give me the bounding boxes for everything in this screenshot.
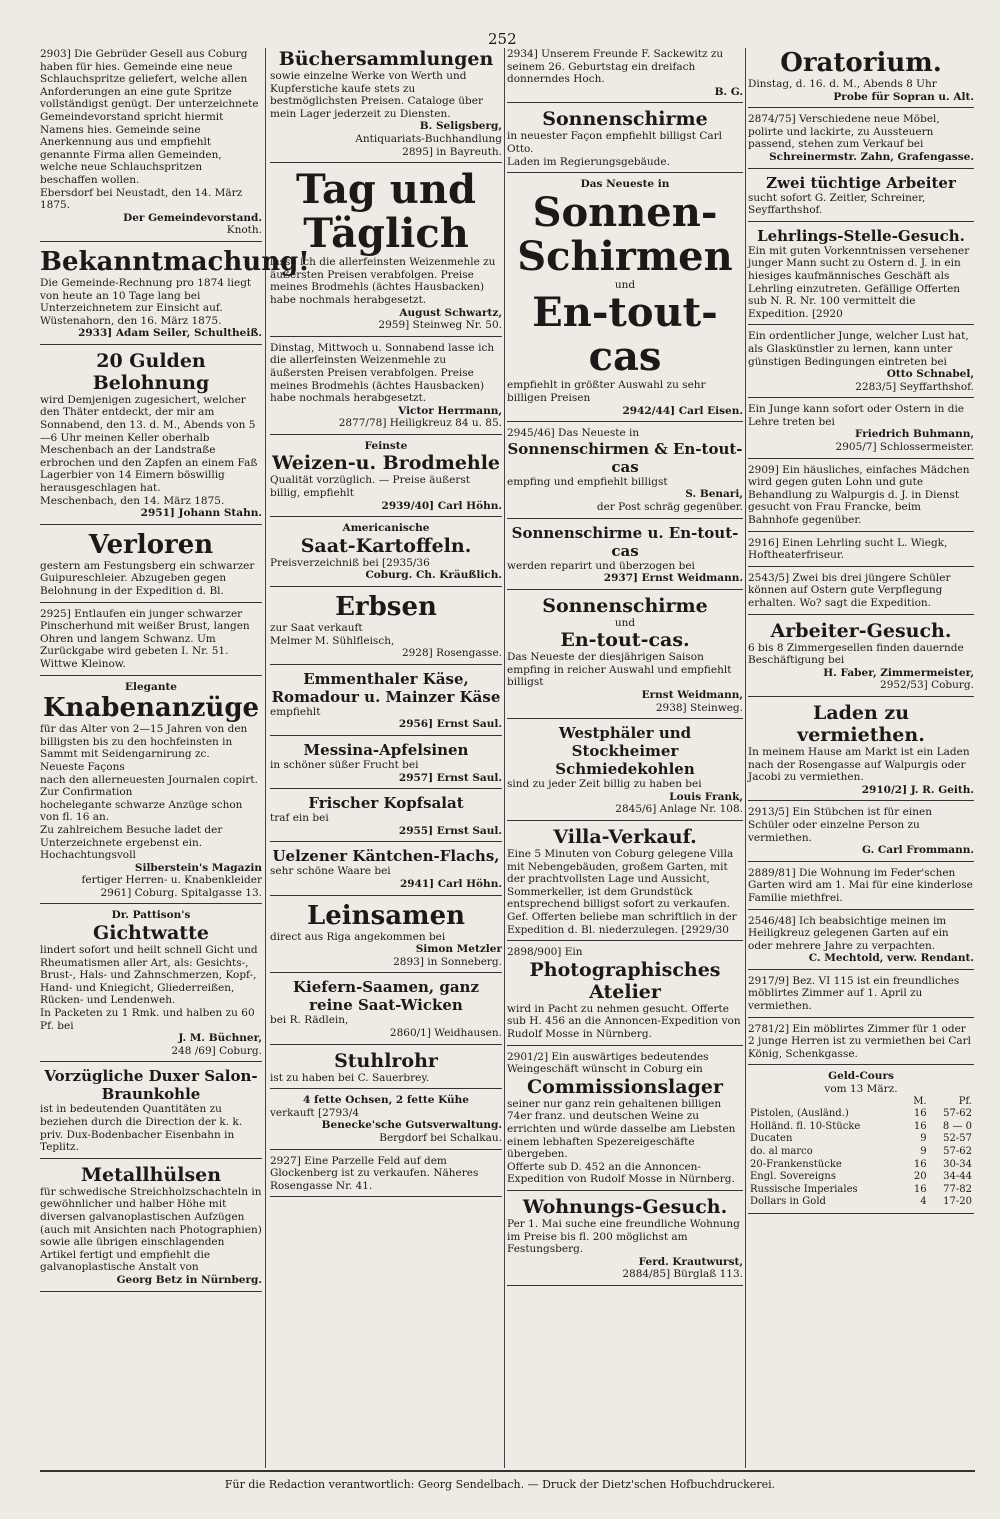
ad-connector: und bbox=[614, 278, 636, 291]
advertisement bbox=[270, 440, 502, 517]
ad-headline: Saat-Kartoffeln. bbox=[300, 534, 472, 557]
ad-signature: 2957] Ernst Saul. bbox=[398, 771, 502, 784]
advertisement bbox=[40, 530, 262, 603]
mark-value: 9 bbox=[920, 1146, 927, 1157]
column-rule bbox=[504, 48, 505, 1468]
ad-text: Ein ordentlicher Junge, welcher Lust hat, als Glaskünstler zu lernen, kann unter günstigen Bedingungen eintreten bei bbox=[748, 330, 969, 368]
ad-address: der Post schräg gegenüber. bbox=[596, 500, 743, 513]
ad-headline: Weizen-u. Brodmehle bbox=[271, 452, 501, 475]
advertisement bbox=[748, 330, 974, 398]
ad-text: Laden im Regierungsgebäude. bbox=[507, 155, 670, 168]
ad-text: sowie einzelne Werke von Werth und Kupferstiche kaufe stets zu bestmöglichsten Preisen. Cataloge über mein Lager jederzeit zu Diensten. bbox=[270, 70, 483, 120]
advertisement bbox=[748, 702, 974, 801]
ad-text: Hochachtungsvoll bbox=[40, 849, 136, 862]
ad-text: Neueste Façons bbox=[40, 760, 125, 773]
ad-text: seiner nur ganz rein gehaltenen billigen 74er franz. und deutschen Weine zu errichten und würde dasselbe am Liebsten einem lebhaften Spezereigeschäfte übergeben. bbox=[507, 1097, 736, 1161]
ad-address: 248 /69] Coburg. bbox=[171, 1044, 262, 1057]
exchange-title: Geld-Cours bbox=[828, 1070, 894, 1083]
advertisement bbox=[507, 48, 743, 103]
pfennig-value: 57-62 bbox=[943, 1146, 972, 1157]
ad-text: 2925] Entlaufen ein junger schwarzer Pinscherhund mit weißer Brust, langen Ohren und langem Schwanz. Um Zurückgabe wird gebeten I. Nr. 51. Wittwe Kleinow. bbox=[40, 607, 250, 670]
advertisement bbox=[270, 168, 502, 337]
currency-name: do. al marco bbox=[750, 1146, 813, 1157]
ad-text: Meschenbach, den 14. März 1875. bbox=[40, 494, 225, 507]
ad-text: lindert sofort und heilt schnell Gicht und Rheumatismen aller Art, als: Gesichts-, Brust-, Hals- und Zahnschmerzen, Kopf-, Hand- und Kniegicht, Gliederreißen, Rücken- und Lendenweh. bbox=[40, 944, 258, 1007]
ad-text: bei R. Rädlein, bbox=[270, 1014, 349, 1027]
mark-value: 9 bbox=[920, 1133, 927, 1145]
ad-text: wird Demjenigen zugesichert, welcher den Thäter entdeckt, der mir am Sonnabend, den 13. d. M., Abends von 5—6 Uhr meinen Keller oberhalb Meschenbach an der Landstraße erbrochen und den Zapfen an einem Faß Lagerbier von 14 Eimern böswillig herausgeschlagen hat. bbox=[40, 393, 258, 495]
ad-headline: Photographisches Atelier bbox=[529, 958, 721, 1003]
ad-signature: Louis Frank, bbox=[669, 790, 743, 803]
ad-headline: Westphäler und Stockheimer Schmiedekohlen bbox=[555, 724, 695, 779]
ad-headline: Gichtwatte bbox=[93, 922, 209, 945]
ad-headline: Zwei tüchtige Arbeiter bbox=[766, 173, 956, 192]
advertisement bbox=[270, 48, 502, 163]
advertisement bbox=[748, 464, 974, 532]
ad-signature: 2951] Johann Stahn. bbox=[140, 507, 262, 520]
table-row bbox=[748, 1184, 974, 1197]
ad-text: in schöner süßer Frucht bei bbox=[270, 759, 419, 771]
ad-address: Bergdorf bei Schalkau. bbox=[379, 1131, 502, 1144]
ad-headline: Vorzügliche Duxer Salon-Braunkohle bbox=[44, 1067, 258, 1104]
ad-address: 2884/85] Bürglaß 113. bbox=[622, 1268, 743, 1281]
ad-signature: 2937] Ernst Weidmann. bbox=[603, 572, 743, 585]
advertisement bbox=[40, 608, 262, 676]
ad-text: 2781/2] Ein möblirtes Zimmer für 1 oder 2 junge Herren ist zu vermiethen bei Carl König, Schenkgasse. bbox=[748, 1022, 972, 1060]
ad-text: 2901/2] Ein auswärtiges bedeutendes Weingeschäft wünscht in Coburg ein bbox=[507, 1050, 709, 1076]
ad-headline: Tag und Täglich bbox=[296, 166, 476, 258]
ad-text: traf ein bei bbox=[270, 812, 329, 825]
ad-signature: Friedrich Buhmann, bbox=[855, 428, 974, 441]
ad-signature: Victor Herrmann, bbox=[398, 404, 502, 417]
pfennig-value: 17-20 bbox=[943, 1196, 972, 1208]
advertisement bbox=[40, 48, 262, 242]
advertisement bbox=[748, 572, 974, 615]
ad-text: Zu zahlreichem Besuche ladet der Unterzeichnete ergebenst ein. bbox=[40, 823, 223, 849]
pfennig-value: 34-44 bbox=[943, 1171, 972, 1183]
advertisement bbox=[748, 620, 974, 697]
ad-signature: Otto Schnabel, bbox=[886, 368, 974, 381]
mark-value: 16 bbox=[913, 1183, 927, 1195]
ad-text: Offerte sub D. 452 an die Annoncen-Expedition von Rudolf Mosse in Nürnberg. bbox=[507, 1160, 735, 1186]
advertisement bbox=[748, 403, 974, 458]
ad-text: 2889/81] Die Wohnung im Feder'schen Garten wird am 1. Mai für eine kinderlose Familie miethfrei. bbox=[748, 866, 973, 904]
ad-headline: Bekanntmachung! bbox=[40, 246, 310, 277]
advertisement bbox=[270, 1155, 502, 1198]
ad-headline: Sonnen-Schirmen bbox=[517, 188, 733, 280]
ad-address: 2905/7] Schlossermeister. bbox=[835, 441, 974, 454]
ad-headline: Frischer Kopfsalat bbox=[308, 794, 464, 813]
ad-address: 2893] in Sonneberg. bbox=[393, 955, 502, 968]
table-row bbox=[748, 1133, 974, 1146]
table-header-row bbox=[748, 1096, 974, 1109]
ad-signature-line: Knoth. bbox=[226, 224, 262, 237]
advertisement bbox=[748, 174, 974, 222]
ad-text: lasse ich die allerfeinsten Weizenmehle zu äußersten Preisen verabfolgen. Preise meines Brodmehls (ächtes Hausbacken) habe nochmals herabgesetzt. bbox=[270, 256, 496, 306]
ad-signature: 2933] Adam Seiler, Schultheiß. bbox=[78, 327, 262, 340]
advertisement bbox=[507, 724, 743, 821]
table-row bbox=[748, 1121, 974, 1134]
ad-text: Preisverzeichniß bei [2935/36 bbox=[270, 556, 430, 569]
ad-address: 2959] Steinweg Nr. 50. bbox=[378, 319, 502, 332]
footer-rule bbox=[40, 1470, 975, 1472]
ad-headline: Messina-Apfelsinen bbox=[303, 741, 469, 759]
advertisement bbox=[270, 522, 502, 587]
advertisement bbox=[507, 108, 743, 173]
ad-signature-line: Antiquariats-Buchhandlung bbox=[355, 132, 502, 145]
ad-text: 2546/48] Ich beabsichtige meinen im Heiligkreuz gelegenen Garten auf ein oder mehrere Jahre zu verpachten. bbox=[748, 914, 949, 952]
ad-text: ist zu haben bei C. Sauerbrey. bbox=[270, 1071, 430, 1084]
table-header-cell bbox=[748, 1096, 905, 1109]
advertisement bbox=[507, 595, 743, 720]
column-4 bbox=[748, 48, 974, 1219]
ad-text: Wüstenahorn, den 16. März 1875. bbox=[40, 314, 222, 327]
advertisement bbox=[507, 427, 743, 518]
ad-text: in neuester Façon empfiehlt billigst Carl Otto. bbox=[507, 130, 723, 155]
currency-name: Engl. Sovereigns bbox=[750, 1171, 837, 1183]
mark-value: 16 bbox=[913, 1108, 927, 1120]
ad-address: 2283/5] Seyffarthshof. bbox=[855, 380, 974, 393]
ad-text: 2543/5] Zwei bis drei jüngere Schüler können auf Ostern gute Verpflegung erhalten. Wo? sagt die Expedition. bbox=[748, 571, 951, 609]
ad-text: Qualität vorzüglich. — Preise äußerst billig, empfiehlt bbox=[270, 474, 471, 500]
advertisement bbox=[748, 537, 974, 567]
ad-text: 2898/900] Ein bbox=[507, 946, 583, 959]
ad-headline: Sonnenschirme bbox=[542, 594, 708, 617]
advertisement bbox=[270, 342, 502, 435]
ad-headline: Knabenanzüge bbox=[42, 693, 260, 724]
ad-kicker: 4 fette Ochsen, 2 fette Kühe bbox=[303, 1094, 469, 1107]
ad-signature: Ernst Weidmann, bbox=[641, 689, 743, 702]
ad-headline: En-tout-cas bbox=[532, 289, 718, 381]
ad-headline: Leinsamen bbox=[306, 900, 466, 931]
ad-address: 2938] Steinweg. bbox=[655, 701, 743, 714]
advertisement bbox=[748, 113, 974, 168]
ad-signature: Georg Betz in Nürnberg. bbox=[116, 1273, 262, 1286]
ad-headline: Lehrlings-Stelle-Gesuch. bbox=[757, 226, 965, 245]
table-header-cell: M. bbox=[913, 1095, 927, 1107]
ad-headline: Büchersammlungen bbox=[278, 48, 494, 70]
ad-text: sind zu jeder Zeit billig zu haben bei bbox=[507, 778, 702, 791]
ad-headline: Commissionslager bbox=[527, 1075, 723, 1098]
ad-signature-line: fertiger Herren- u. Knabenkleider bbox=[81, 874, 262, 887]
advertisement bbox=[270, 741, 502, 789]
ad-headline: Emmenthaler Käse, Romadour u. Mainzer Käse bbox=[271, 669, 501, 706]
ad-text: Dinstag, d. 16. d. M., Abends 8 Uhr bbox=[748, 78, 937, 90]
ad-signature: G. Carl Frommann. bbox=[862, 844, 974, 857]
ad-signature: Coburg. Ch. Kräußlich. bbox=[365, 569, 502, 582]
ad-text: gestern am Festungsberg ein schwarzer Guipureschleier. Abzugeben gegen Belohnung in der Expedition d. Bl. bbox=[40, 559, 255, 597]
advertisement bbox=[507, 1196, 743, 1286]
page-footer: Für die Redaction verantwortlich: Georg Sendelbach. — Druck der Dietz'schen Hofbuchdruckerei. bbox=[224, 1478, 776, 1491]
advertisement bbox=[507, 826, 743, 941]
ad-signature: 2941] Carl Höhn. bbox=[399, 877, 502, 890]
advertisement bbox=[270, 1094, 502, 1149]
ad-text: Dinstag, Mittwoch u. Sonnabend lasse ich die allerfeinsten Weizenmehle zu äußersten Preisen verabfolgen. Preise meines Brodmehls (ächtes Hausbacken) habe nochmals herabgesetzt. bbox=[270, 341, 495, 405]
ad-headline: Wohnungs-Gesuch. bbox=[522, 1195, 728, 1218]
table-row bbox=[748, 1171, 974, 1184]
ad-text: 2934] Unserem Freunde F. Sackewitz zu seinem 26. Geburtstag ein dreifach donnerndes Hoch. bbox=[507, 48, 724, 86]
advertisement bbox=[748, 975, 974, 1018]
exchange-date: vom 13 März. bbox=[824, 1083, 898, 1096]
mark-value: 16 bbox=[913, 1158, 927, 1170]
advertisement bbox=[270, 794, 502, 842]
advertisement bbox=[40, 350, 262, 525]
ad-kicker: Elegante bbox=[125, 680, 177, 693]
ad-signature: Schreinermstr. Zahn, Grafengasse. bbox=[769, 150, 974, 163]
currency-name: Ducaten bbox=[750, 1133, 793, 1145]
currency-name: Russische Imperiales bbox=[750, 1183, 858, 1195]
advertisement bbox=[748, 806, 974, 861]
ad-text: für schwedische Streichholzschachteln in gewöhnlicher und halber Höhe mit diversen galvanoplastischen Aufzügen (auch mit Ansichten nach Photographien) sowie alle übrigen einschlagenden Artikel fertigt und empfiehlt die galvanoplastische Anstalt von bbox=[40, 1185, 262, 1274]
ad-headline: En-tout-cas. bbox=[560, 629, 690, 652]
ad-headline: Kiefern-Saamen, ganz reine Saat-Wicken bbox=[293, 978, 479, 1015]
ad-text: 6 bis 8 Zimmergesellen finden dauernde Beschäftigung bei bbox=[748, 641, 964, 667]
ad-kicker: Das Neueste in bbox=[580, 178, 670, 191]
ad-headline: Sonnenschirmen & En-tout-cas bbox=[507, 439, 743, 476]
advertisement bbox=[40, 246, 310, 345]
ad-headline: Arbeiter-Gesuch. bbox=[770, 619, 952, 642]
pfennig-value: 8 — 0 bbox=[942, 1120, 972, 1132]
ad-signature: August Schwartz, bbox=[399, 306, 502, 319]
advertisement bbox=[270, 1050, 502, 1090]
mark-value: 16 bbox=[913, 1120, 927, 1132]
ad-kicker: Americanische bbox=[342, 522, 430, 535]
ad-signature: 2910/2] J. R. Geith. bbox=[861, 783, 974, 796]
ad-kicker: Feinste bbox=[364, 439, 408, 452]
ad-text: sehr schöne Waare bei bbox=[270, 865, 391, 878]
ad-signature: B. G. bbox=[714, 85, 743, 98]
ad-address: 2895] in Bayreuth. bbox=[402, 145, 502, 158]
ad-headline: Metallhülsen bbox=[80, 1163, 222, 1186]
advertisement bbox=[270, 847, 502, 895]
advertisement bbox=[40, 681, 262, 905]
ad-text: 2917/9] Bez. VI 115 ist ein freundliches möblirtes Zimmer auf 1. April zu vermiethen. bbox=[748, 974, 960, 1013]
ad-text: Das Neueste der diesjährigen Saison empfing in reicher Auswahl und empfiehlt billigst bbox=[507, 651, 732, 689]
ad-text: In meinem Hause am Markt ist ein Laden nach der Rosengasse auf Walpurgis oder Jacobi zu vermiethen. bbox=[748, 745, 970, 784]
advertisement bbox=[748, 227, 974, 326]
ad-headline: Laden zu vermiethen. bbox=[797, 701, 925, 746]
advertisement bbox=[748, 867, 974, 910]
ad-signature: 2955] Ernst Saul. bbox=[398, 824, 502, 837]
ad-headline: Erbsen bbox=[335, 592, 437, 623]
ad-signature: 2956] Ernst Saul. bbox=[398, 718, 502, 731]
ad-signature: S. Benari, bbox=[685, 488, 743, 501]
ad-kicker: Dr. Pattison's bbox=[111, 909, 191, 922]
ad-address: 2961] Coburg. Spitalgasse 13. bbox=[100, 886, 262, 899]
ad-headline: Oratorium. bbox=[780, 48, 942, 78]
currency-name: Dollars in Gold bbox=[750, 1196, 826, 1208]
column-2 bbox=[270, 48, 502, 1202]
ad-address: 2928] Rosengasse. bbox=[401, 647, 502, 660]
ad-signature: Silberstein's Magazin bbox=[134, 861, 262, 874]
ad-signature: C. Mechtold, verw. Rendant. bbox=[808, 952, 974, 965]
currency-name: Pistolen, (Ausländ.) bbox=[750, 1108, 849, 1120]
ad-address: 2860/1] Weidhausen. bbox=[389, 1026, 502, 1039]
ad-text: zur Saat verkauft bbox=[270, 622, 363, 635]
ad-text: empfing und empfiehlt billigst bbox=[507, 475, 668, 488]
ad-address: 2952/53] Coburg. bbox=[880, 679, 974, 692]
ad-text: 2909] Ein häusliches, einfaches Mädchen wird gegen guten Lohn und gute Behandlung zu Walpurgis d. J. in Dienst gesucht von Frau Francke, beim Bahnhofe gegenüber. bbox=[748, 463, 970, 527]
table-row bbox=[748, 1159, 974, 1172]
ad-headline: Stuhlrohr bbox=[334, 1049, 438, 1072]
advertisement bbox=[270, 901, 502, 974]
ad-signature: Der Gemeindevorstand. bbox=[123, 211, 262, 224]
mark-value: 4 bbox=[920, 1196, 927, 1208]
ad-text: ist in bedeutenden Quantitäten zu beziehen durch die Direction der k. k. priv. Dux-Bodenbacher Eisenbahn in Teplitz. bbox=[40, 1103, 243, 1154]
ad-text: 2927] Eine Parzelle Feld auf dem Glockenberg ist zu verkaufen. Näheres Rosengasse Nr. 41. bbox=[270, 1154, 479, 1192]
ad-text: 2903] Die Gebrüder Gesell aus Coburg haben für hies. Gemeinde eine neue Schlauchspritze geliefert, welche allen Anforderungen an eine gute Spritze vollständigst genügt. Der unterzeichnete Gemeindevorstand spricht hiermit Namens hies. Gemeinde seine Anerkennung aus und empfiehlt genannte Firma allen Gemeinden, welche neue Schlauchspritzen beschaffen wollen. bbox=[40, 48, 259, 186]
ad-signature: J. M. Büchner, bbox=[178, 1032, 262, 1045]
ad-address: 2877/78] Heiligkreuz 84 u. 85. bbox=[338, 417, 502, 430]
column-rule bbox=[745, 48, 746, 1468]
advertisement bbox=[507, 1051, 743, 1191]
ad-text: 2916] Einen Lehrling sucht L. Wiegk, Hoftheaterfriseur. bbox=[748, 536, 948, 562]
ad-text: direct aus Riga angekommen bei bbox=[270, 930, 446, 943]
advertisement bbox=[270, 592, 502, 665]
ad-headline: Sonnenschirme bbox=[542, 108, 708, 131]
ad-signature: 2942/44] Carl Eisen. bbox=[622, 404, 743, 417]
ad-text: empfiehlt in größter Auswahl zu sehr billigen Preisen bbox=[507, 379, 706, 404]
ad-text: wird in Pacht zu nehmen gesucht. Offerte sub H. 456 an die Annoncen-Expedition von Rudolf Mosse in Nürnberg. bbox=[507, 1002, 741, 1040]
currency-name: 20-Frankenstücke bbox=[750, 1158, 842, 1170]
ad-connector: und bbox=[614, 616, 636, 629]
ad-text: Ein mit guten Vorkenntnissen versehener junger Mann sucht zu Ostern d. J. in ein hiesiges kaufmännisches Geschäft als Lehrling einzutreten. Gefällige Offerten sub N. R. Nr. 100 vermittelt die Expedition. [2920 bbox=[748, 244, 970, 320]
table-row bbox=[748, 1108, 974, 1121]
table-row bbox=[748, 1196, 974, 1209]
ad-text: 2874/75] Verschiedene neue Möbel, polirte und lackirte, zu Aussteuern passend, stehen zum Verkauf bei bbox=[748, 113, 940, 151]
ad-text: nach den allerneuesten Journalen copirt. bbox=[40, 773, 258, 786]
advertisement bbox=[40, 909, 262, 1062]
ad-signature: 2939/40] Carl Höhn. bbox=[381, 499, 502, 512]
ad-text: Eine 5 Minuten von Coburg gelegene Villa mit Nebengebäuden, großem Garten, mit der prachtvollsten Lage und Aussicht, Sommerkeller, ist dem Grundstück entsprechend billigst sofort zu verkaufen. Gef. Offerten beliebe man schriftlich in der Expedition d. Bl. niederzulegen. [2929/30 bbox=[507, 848, 737, 936]
advertisement bbox=[748, 915, 974, 970]
ad-text: hochelegante schwarze Anzüge schon von fl. 16 an. bbox=[40, 798, 243, 824]
ad-address: 2845/6] Anlage Nr. 108. bbox=[615, 803, 743, 816]
ad-text: sucht sofort G. Zeitler, Schreiner, Seyffarthshof. bbox=[748, 191, 926, 217]
table-header-cell: Pf. bbox=[958, 1095, 972, 1107]
advertisement bbox=[507, 524, 743, 590]
table-row bbox=[748, 1146, 974, 1159]
ad-signature: Benecke'sche Gutsverwaltung. bbox=[321, 1119, 502, 1132]
ad-signature: B. Seligsberg, bbox=[419, 120, 502, 133]
ad-headline: Sonnenschirme u. En-tout-cas bbox=[511, 523, 739, 560]
pfennig-value: 30-34 bbox=[943, 1158, 972, 1170]
ad-text: empfiehlt bbox=[270, 705, 321, 718]
ad-text: 2945/46] Das Neueste in bbox=[507, 427, 640, 440]
ad-text: Ebersdorf bei Neustadt, den 14. März 1875. bbox=[40, 186, 243, 212]
ad-signature: H. Faber, Zimmermeister, bbox=[823, 666, 974, 679]
mark-value: 20 bbox=[913, 1171, 927, 1183]
page-number: 252 bbox=[488, 30, 517, 48]
ad-text: 2913/5] Ein Stübchen ist für einen Schüler oder einzelne Person zu vermiethen. bbox=[748, 806, 932, 844]
advertisement bbox=[270, 978, 502, 1044]
advertisement bbox=[40, 1067, 262, 1158]
ad-text: für das Alter von 2—15 Jahren von den billigsten bis zu den hochfeinsten in Sammt mit Seidengarnirung zc. bbox=[40, 723, 248, 761]
ad-headline: Uelzener Käntchen-Flachs, bbox=[272, 847, 500, 866]
ad-headline: Verloren bbox=[88, 529, 214, 560]
ad-text: Zur Confirmation bbox=[40, 786, 133, 799]
ad-headline: 20 Gulden Belohnung bbox=[92, 349, 210, 394]
ad-signature: Ferd. Krautwurst, bbox=[638, 1255, 743, 1268]
pfennig-value: 77-82 bbox=[943, 1183, 972, 1195]
currency-name: Holländ. fl. 10-Stücke bbox=[750, 1120, 861, 1132]
ad-text: Ein Junge kann sofort oder Ostern in die Lehre treten bei bbox=[748, 403, 965, 428]
rate-table bbox=[748, 1096, 974, 1209]
advertisement bbox=[507, 946, 743, 1045]
advertisement bbox=[748, 1023, 974, 1066]
ad-text: werden reparirt und überzogen bei bbox=[507, 559, 695, 572]
ad-signature: Simon Metzler bbox=[415, 943, 502, 956]
advertisement bbox=[40, 1164, 262, 1292]
ad-text: In Packeten zu 1 Rmk. und halben zu 60 Pf. bei bbox=[40, 1007, 255, 1032]
exchange-rate-table bbox=[748, 1070, 974, 1214]
advertisement bbox=[270, 670, 502, 736]
ad-text: Melmer M. Sühlfleisch, bbox=[270, 634, 395, 647]
advertisement bbox=[748, 48, 974, 108]
column-3 bbox=[507, 48, 743, 1291]
pfennig-value: 52-57 bbox=[943, 1133, 972, 1145]
ad-headline: Villa-Verkauf. bbox=[553, 826, 697, 849]
advertisement bbox=[507, 178, 743, 422]
ad-text: Die Gemeinde-Rechnung pro 1874 liegt von heute an 10 Tage lang bei Unterzeichnetem zur Einsicht auf. bbox=[40, 276, 252, 315]
pfennig-value: 57-62 bbox=[943, 1108, 972, 1120]
ad-signature: Probe für Sopran u. Alt. bbox=[833, 90, 974, 103]
ad-text: Per 1. Mai suche eine freundliche Wohnung im Preise bis fl. 200 möglichst am Festungsberg. bbox=[507, 1217, 740, 1256]
ad-text: verkauft [2793/4 bbox=[270, 1106, 360, 1119]
